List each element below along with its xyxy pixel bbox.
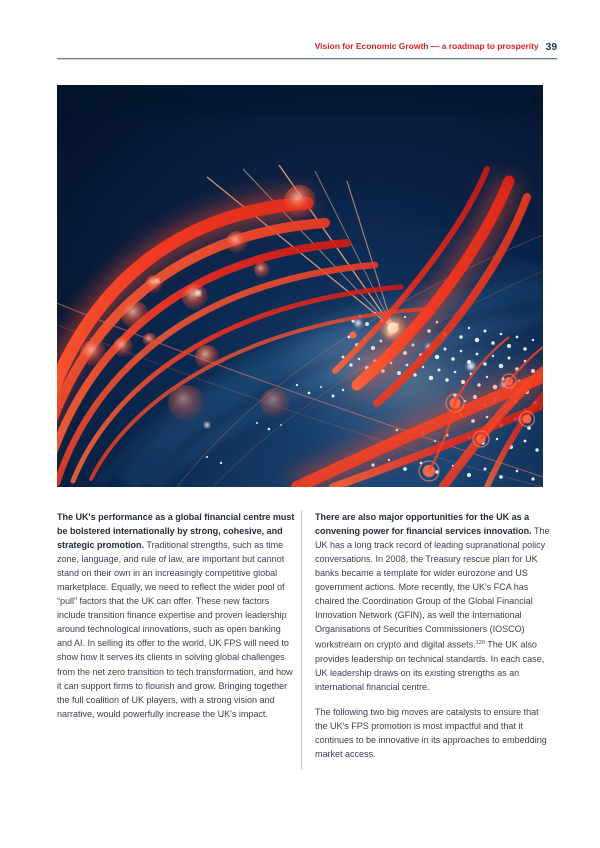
- running-header: [57, 36, 557, 54]
- paragraph-right-1: [315, 510, 553, 694]
- paragraph-left-1: [57, 510, 295, 721]
- page-number: 39: [545, 41, 557, 53]
- header-title: Vision for Economic Growth — a roadmap to prosperity: [314, 41, 539, 51]
- paragraph-right-2-body: The following two big moves are catalysts to ensure that the UK's FPS promotion is most impactful and that it continues to be innovative in its approaches to embedding market access.: [315, 707, 547, 760]
- paragraph-right-1-body-after: The UK also provides leadership on technical standards. In each case, UK leadership draws on its existing strengths as an international financial centre.: [315, 639, 545, 692]
- right-column: [305, 510, 553, 761]
- paragraph-right-1-body-before: The UK has a long track record of leading supranational policy conversations. In 2008, the Treasury rescue plan for UK banks became a template for wider eurozone and US government actions. More recently, the UK's FCA has chaired the Coordination Group of the Global Financial Innovation Network (GFIN), as well the International Organisations of Securities Commissioners (IOSCO) workstream on crypto and digital assets.: [315, 526, 550, 650]
- paragraph-right-2: [315, 705, 553, 761]
- footnote-marker: 120: [475, 640, 485, 647]
- lead-text-right: There are also major opportunities for the UK as a convening power for financial services innovation.: [315, 512, 532, 537]
- column-divider: [301, 511, 302, 769]
- hero-image: [57, 85, 543, 487]
- lead-text-left: The UK's performance as a global financial centre must be bolstered internationally by strong, cohesive, and strategic promotion.: [57, 512, 295, 551]
- left-column: [57, 510, 295, 721]
- paragraph-left-1-body: Traditional strengths, such as time zone, language, and rule of law, are important but cannot stand on their own in an increasingly competitive global marketplace. Equally, we need to reflect the wider pool of “pull” factors that the UK can offer. These new factors include transition finance expertise and proven leadership around technological innovations, such as open banking and AI. In selling its offer to the world, UK FPS will need to show how it serves its clients in solving global challenges from the net zero transition to tech transformation, and how it can support firms to flourish and grow. Bringing together the full coalition of UK players, with a strong vision and narrative, would powerfully increase the UK's impact.: [57, 540, 293, 719]
- body-columns: [57, 510, 550, 790]
- header-divider-rule: [57, 58, 557, 60]
- globe-network-illustration: [57, 85, 543, 487]
